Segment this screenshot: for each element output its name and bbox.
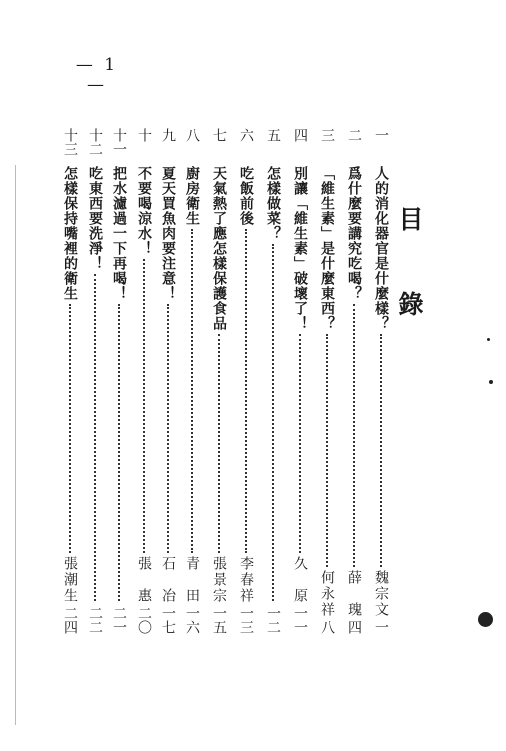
leader-dots [94, 274, 96, 601]
entry-number: 十一 [111, 128, 127, 156]
entry-author: 張景宗 [211, 556, 227, 604]
leader-dots [272, 244, 274, 601]
entry-page: 一一 [292, 606, 308, 634]
leader-dots [353, 304, 355, 567]
title-char-lu: 錄 [398, 290, 424, 319]
entry-title: 怎樣做菜？ [265, 166, 281, 241]
toc-entry [261, 128, 285, 634]
entry-number: 十二 [87, 128, 103, 156]
entry-author: 李春祥 [238, 556, 254, 604]
entry-page: 二四 [62, 606, 78, 634]
entry-title: 夏天買魚肉要注意！ [160, 166, 176, 301]
entry-page: 二二 [87, 606, 103, 634]
toc-entry [107, 128, 131, 634]
entry-page: 一 [373, 620, 389, 634]
entry-page: 二一 [111, 606, 127, 634]
entry-page: 一三 [238, 606, 254, 634]
toc-entry [342, 128, 366, 634]
ink-blot [478, 612, 493, 627]
toc-entry [58, 128, 82, 634]
entry-author: 魏宗文 [373, 570, 389, 618]
entry-author: 張潮生 [62, 556, 78, 604]
entry-title: 廚房衛生 [184, 166, 200, 226]
entry-number: 三 [319, 128, 335, 142]
page-number: — 1 — [75, 55, 119, 95]
entry-page: 一二 [265, 606, 281, 634]
leader-dots [218, 334, 220, 553]
entry-number: 十 [136, 128, 152, 142]
toc-entry [180, 128, 204, 634]
entry-number: 六 [238, 128, 254, 142]
entry-number: 五 [265, 128, 281, 142]
entry-title: 不要喝涼水！ [136, 166, 152, 256]
entry-author: 何永祥 [319, 570, 335, 618]
entry-author: 久 原 [292, 556, 308, 604]
entry-author: 薛 瑰 [346, 570, 362, 618]
entry-page: 二〇 [136, 606, 152, 634]
leader-dots [191, 229, 193, 553]
entry-title: 天氣熱了應怎樣保護食品 [211, 166, 227, 331]
toc-entry [369, 128, 393, 634]
entry-title: 別讓「維生素」破壞了！ [292, 166, 308, 331]
entry-author: 青 田 [184, 556, 200, 604]
entry-page: 一六 [184, 606, 200, 634]
entry-title: 人的消化器官是什麼樣？ [373, 166, 389, 331]
leader-dots [143, 259, 145, 553]
leader-dots [167, 304, 169, 553]
leader-dots [69, 304, 71, 553]
entry-title: 爲什麼要講究吃喝？ [346, 166, 362, 301]
toc-entry [315, 128, 339, 634]
toc-entry [156, 128, 180, 634]
toc-entry [234, 128, 258, 634]
entry-number: 九 [160, 128, 176, 142]
entry-page: 四 [346, 620, 362, 634]
toc-entry [83, 128, 107, 634]
leader-dots [245, 229, 247, 553]
entry-number: 八 [184, 128, 200, 142]
leader-dots [299, 334, 301, 553]
entry-author: 石 冶 [160, 556, 176, 604]
entry-title: 吃東西要洗淨！ [87, 166, 103, 271]
leader-dots [380, 334, 382, 567]
entry-page: 八 [319, 620, 335, 634]
title-char-mu: 目 [398, 205, 424, 234]
toc-entry [207, 128, 231, 634]
ink-speck [487, 338, 490, 341]
entry-number: 七 [211, 128, 227, 142]
entry-title: 吃飯前後 [238, 166, 254, 226]
entry-page: 一五 [211, 606, 227, 634]
entry-number: 一 [373, 128, 389, 142]
toc-title [395, 205, 427, 320]
entry-title: 怎樣保持嘴裡的衛生 [62, 166, 78, 301]
entry-number: 二 [346, 128, 362, 142]
ink-speck [489, 380, 493, 384]
leader-dots [118, 304, 120, 601]
entry-title: 「維生素」是什麼東西？ [319, 166, 335, 331]
entry-author: 張 惠 [136, 556, 152, 604]
entry-number: 十三 [62, 128, 78, 156]
page-edge-line [15, 165, 16, 725]
leader-dots [326, 334, 328, 567]
entry-title: 把水濾過一下再喝！ [111, 166, 127, 301]
entry-number: 四 [292, 128, 308, 142]
toc-entry [288, 128, 312, 634]
entry-page: 一七 [160, 606, 176, 634]
toc-entry [132, 128, 156, 634]
